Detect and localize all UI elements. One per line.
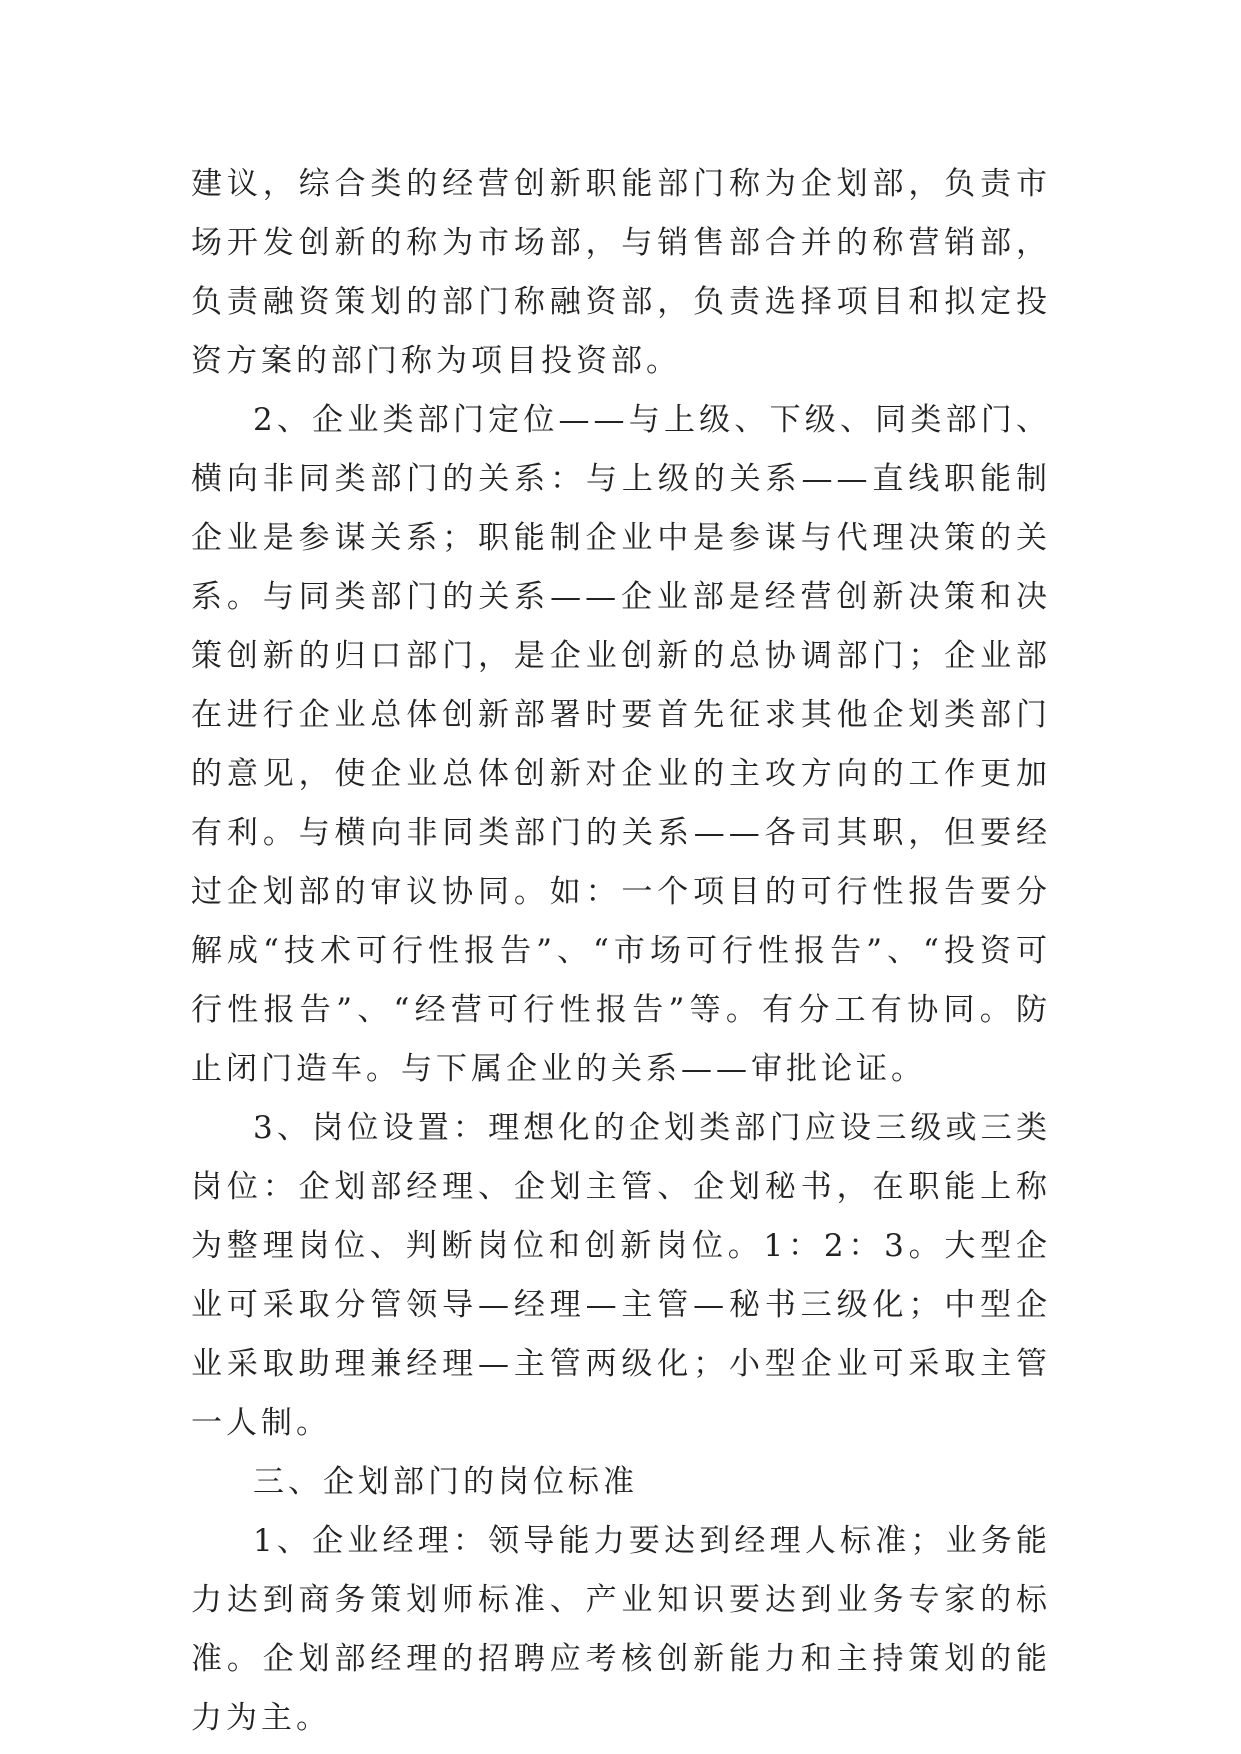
paragraph-department-naming: 建议，综合类的经营创新职能部门称为企划部，负责市场开发创新的称为市场部，与销售部合并的称营销部，负责融资策划的部门称融资部，负责选择项目和拟定投资方案的部门称为项目投资部。 [191, 166, 1051, 379]
paragraph-manager-standard: 1、企业经理：领导能力要达到经理人标准；业务能力达到商务策划师标准、产业知识要达到业务专家的标准。企划部经理的招聘应考核创新能力和主持策划的能力为主。 [191, 1523, 1051, 1736]
section-heading-post-standards: 三、企划部门的岗位标准 [253, 1464, 638, 1500]
paragraph-post-setting: 3、岗位设置：理想化的企划类部门应设三级或三类岗位：企划部经理、企划主管、企划秘书，在职能上称为整理岗位、判断岗位和创新岗位。1：2：3。大型企业可采取分管领导—经理—主管—秘书三级化；中型企业采取助理兼经理—主管两级化；小型企业可采取主管一人制。 [191, 1110, 1051, 1441]
document-body [191, 155, 1051, 1748]
paragraph-department-positioning: 2、企业类部门定位——与上级、下级、同类部门、横向非同类部门的关系：与上级的关系——直线职能制企业是参谋关系；职能制企业中是参谋与代理决策的关系。与同类部门的关系——企业部是经营创新决策和决策创新的归口部门，是企业创新的总协调部门；企业部在进行企业总体创新部署时要首先征求其他企划类部门的意见，使企业总体创新对企业的主攻方向的工作更加有利。与横向非同类部门的关系——各司其职，但要经过企划部的审议协同。如：一个项目的可行性报告要分解成“技术可行性报告”、“市场可行性报告”、“投资可行性报告”、“经营可行性报告”等。有分工有协同。防止闭门造车。与下属企业的关系——审批论证。 [191, 402, 1051, 1087]
